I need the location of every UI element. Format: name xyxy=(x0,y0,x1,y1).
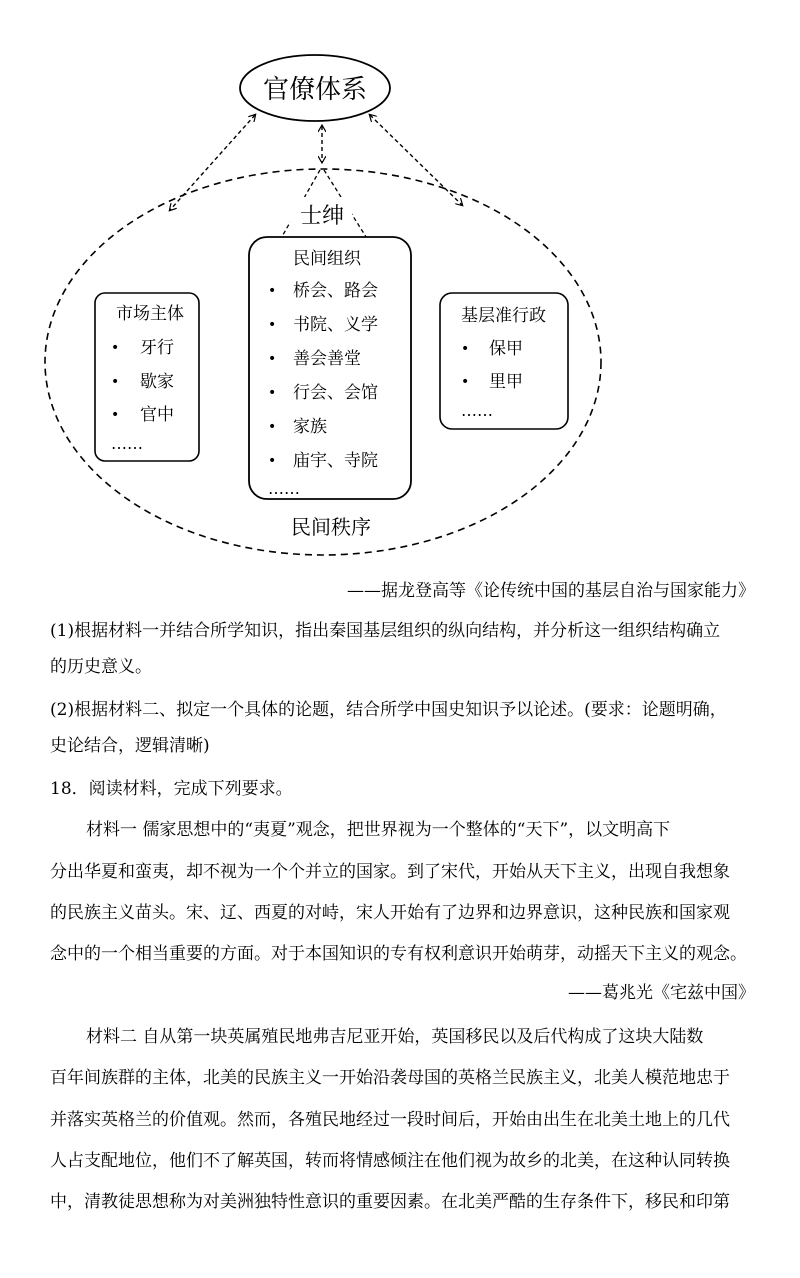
org-diagram xyxy=(0,0,800,570)
citation-longdenggao: ——据龙登高等《论传统中国的基层自治与国家能力》 xyxy=(347,581,755,601)
material-2-line: 百年间族群的主体，北美的民族主义一开始沿袭母国的英格兰民族主义，北美人模范地忠于 xyxy=(50,1068,730,1088)
grassroots-admin-title: 基层准行政 xyxy=(461,306,546,326)
material-1-line: 念中的一个相当重要的方面。对于本国知识的专有权利意识开始萌芽，动摇天下主义的观念。 xyxy=(50,944,747,964)
bullet: • xyxy=(111,407,120,423)
bullet: • xyxy=(461,374,470,390)
question-18-heading: 18．阅读材料，完成下列要求。 xyxy=(50,779,293,799)
bullet: • xyxy=(268,453,277,469)
civil-org-item: 桥会、路会 xyxy=(293,281,378,301)
material-1-line: 的民族主义苗头。宋、辽、西夏的对峙，宋人开始有了边界和边界意识，这种民族和国家观 xyxy=(50,903,730,923)
market-item: 官中 xyxy=(140,405,174,425)
market-actors-title: 市场主体 xyxy=(116,304,184,324)
material-1-source: ——葛兆光《宅兹中国》 xyxy=(568,983,755,1003)
grassroots-more: …… xyxy=(461,401,493,420)
grassroots-item: 保甲 xyxy=(489,339,523,359)
market-more: …… xyxy=(111,434,143,453)
bullet: • xyxy=(461,341,470,357)
gentry-label: 士绅 xyxy=(299,204,345,229)
bullet: • xyxy=(111,374,120,390)
civil-org-item: 行会、会馆 xyxy=(293,383,378,403)
arrow-left xyxy=(170,115,255,210)
civil-org-item: 书院、义学 xyxy=(293,315,378,335)
civil-org-item: 庙宇、寺院 xyxy=(293,451,378,471)
material-2-line: 并落实英格兰的价值观。然而，各殖民地经过一段时间后，开始由出生在北美土地上的几代 xyxy=(50,1110,730,1130)
question-1-line-2: 的历史意义。 xyxy=(50,657,152,677)
civil-org-title: 民间组织 xyxy=(293,249,361,269)
bullet: • xyxy=(268,317,277,333)
material-2-line: 人占支配地位，他们不了解英国，转而将情感倾注在他们视为故乡的北美，在这种认同转换 xyxy=(50,1151,730,1171)
civil-org-item: 家族 xyxy=(293,417,327,437)
grassroots-item: 里甲 xyxy=(489,372,523,392)
bullet: • xyxy=(111,340,120,356)
market-item: 牙行 xyxy=(140,338,174,358)
material-1-line: 分出华夏和蛮夷，却不视为一个个并立的国家。到了宋代，开始从天下主义，出现自我想象 xyxy=(50,862,730,882)
arrow-right xyxy=(370,115,462,205)
civil-org-more: …… xyxy=(268,479,300,498)
civil-order-label: 民间秩序 xyxy=(291,515,371,539)
material-2-line: 中，清教徒思想称为对美洲独特性意识的重要因素。在北美严酷的生存条件下，移民和印第 xyxy=(50,1192,730,1212)
bureaucracy-label: 官僚体系 xyxy=(262,75,368,105)
question-2-line-1: (2)根据材料二、拟定一个具体的论题，结合所学中国史知识予以论述。(要求：论题明确， xyxy=(50,700,727,720)
material-2-line: 材料二 自从第一块英属殖民地弗吉尼亚开始，英国移民以及后代构成了这块大陆数 xyxy=(86,1027,704,1047)
material-1-line: 材料一 儒家思想中的“夷夏”观念，把世界视为一个整体的“天下”，以文明高下 xyxy=(86,820,671,840)
question-2-line-2: 史论结合，逻辑清晰) xyxy=(50,736,210,756)
civil-org-item: 善会善堂 xyxy=(293,349,361,369)
question-1-line-1: (1)根据材料一并结合所学知识，指出秦国基层组织的纵向结构，并分析这一组织结构确立 xyxy=(50,621,721,641)
market-item: 歇家 xyxy=(140,372,174,392)
bullet: • xyxy=(268,351,277,367)
bullet: • xyxy=(268,419,277,435)
bullet: • xyxy=(268,283,277,299)
bullet: • xyxy=(268,385,277,401)
